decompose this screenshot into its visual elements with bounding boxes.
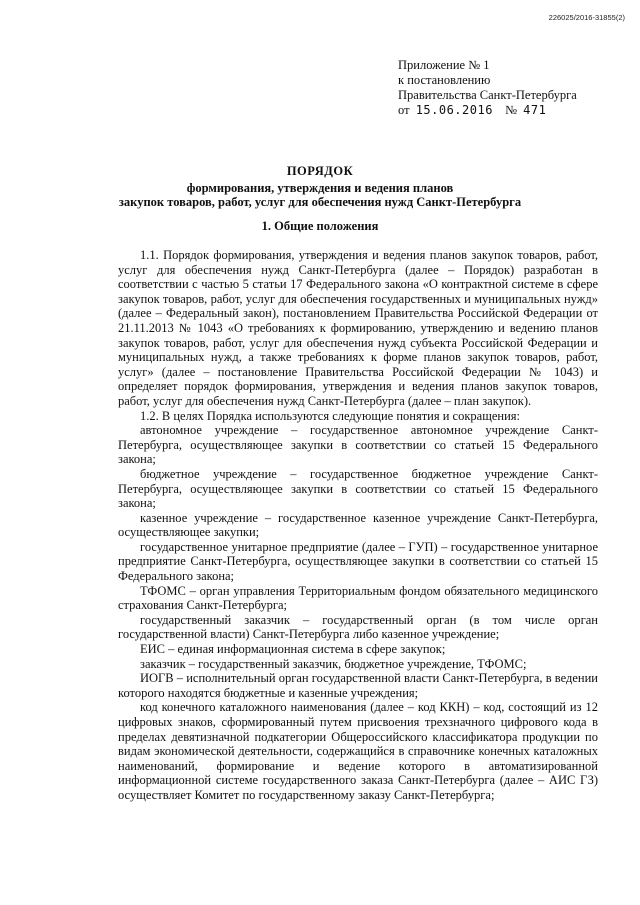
document-title: ПОРЯДОК [286,164,354,178]
date-prefix: от [398,103,410,117]
definition-eis: ЕИС – единая информационная система в сфере закупок; [140,642,446,657]
definition-iogv: ИОГВ – исполнительный орган государственной власти Санкт-Петербурга, в ведении которого находятся бюджетные и казенные учреждения; [118,671,598,700]
definition-tfoms: ТФОМС – орган управления Территориальным фондом обязательного медицинского страхования Санкт-Петербурга; [118,583,598,613]
definition-autonomous-institution: автономное учреждение – государственное автономное учреждение Санкт-Петербурга, осуществляющее закупки в соответствии со статьей 15 Федерального закона; [118,423,598,467]
definition-state-institution: казенное учреждение – государственное казенное учреждение Санкт-Петербурга, осуществляющее закупки; [118,510,598,540]
definition-kkn-code: код конечного каталожного наименования (далее – код ККН) – код, состоящий из 12 цифровых знаков, сформированный путем присвоения трехзначного цифрового кода в пределах девятизначной подкатегории Общероссийского классификатора продукции по видам экономической деятельности, содержащийся в справочнике конечных каталожных наименований, формирование и ведение которого в автоматизированной информационной системе государственного заказа Санкт-Петербурга (далее – АИС ГЗ) осуществляет Комитет по государственному заказу Санкт-Петербурга; [118,700,598,802]
paragraph-1-2: 1.2. В целях Порядка используются следующие понятия и сокращения: [140,408,520,423]
appendix-line-2: к постановлению [398,73,491,87]
number-prefix: № [505,103,517,117]
decree-number: 471 [523,103,547,117]
document-body [118,248,598,803]
paragraph-1-1: 1.1. Порядок формирования, утверждения и ведения планов закупок товаров, работ, услуг для обеспечения нужд Санкт-Петербурга (далее – Порядок) разработан в соответствии с частью 5 статьи 17 Федерального закона «О контрактной системе в сфере закупок товаров, работ, услуг для обеспечения государственных и муниципальных нужд» (далее – Федеральный закон), постановлением Правительства Российской Федерации от 21.11.2013 № 1043 «О требованиях к формированию, утверждению и ведению планов закупок товаров, работ, услуг для обеспечения нужд субъекта Российской Федерации и муниципальных нужд, а также требованиях к форме планов закупок товаров, работ, услуг» (далее – постановление Правительства Российской Федерации № 1043) и определяет порядок формирования, утверждения и ведения планов закупок товаров, работ, услуг для обеспечения нужд Санкт-Петербурга (далее – план закупок). [118,248,598,408]
document-subtitle-line-2: закупок товаров, работ, услуг для обеспечения нужд Санкт-Петербурга [118,195,522,209]
appendix-date-line [398,103,628,118]
section-heading: 1. Общие положения [261,219,379,233]
decree-date: 15.06.2016 [415,103,493,117]
document-subtitle-line-1: формирования, утверждения и ведения планов [186,181,454,195]
definition-gup: государственное унитарное предприятие (далее – ГУП) – государственное унитарное предприятие Санкт-Петербурга, осуществляющее закупки в соответствии со статьей 15 Федерального закона; [118,539,598,584]
definition-budget-institution: бюджетное учреждение – государственное бюджетное учреждение Санкт-Петербурга, осуществляющее закупки в соответствии со статьей 15 Федерального закона; [118,466,598,511]
appendix-line-3: Правительства Санкт-Петербурга [398,88,577,102]
appendix-line-1: Приложение № 1 [398,58,490,72]
definition-state-customer: государственный заказчик – государственный орган (в том числе орган государственной власти) Санкт-Петербурга либо казенное учреждение; [118,612,598,642]
definition-customer: заказчик – государственный заказчик, бюджетное учреждение, ТФОМС; [140,656,527,671]
document-id: 226025/2016-31855(2) [548,13,625,22]
appendix-block [398,58,628,118]
